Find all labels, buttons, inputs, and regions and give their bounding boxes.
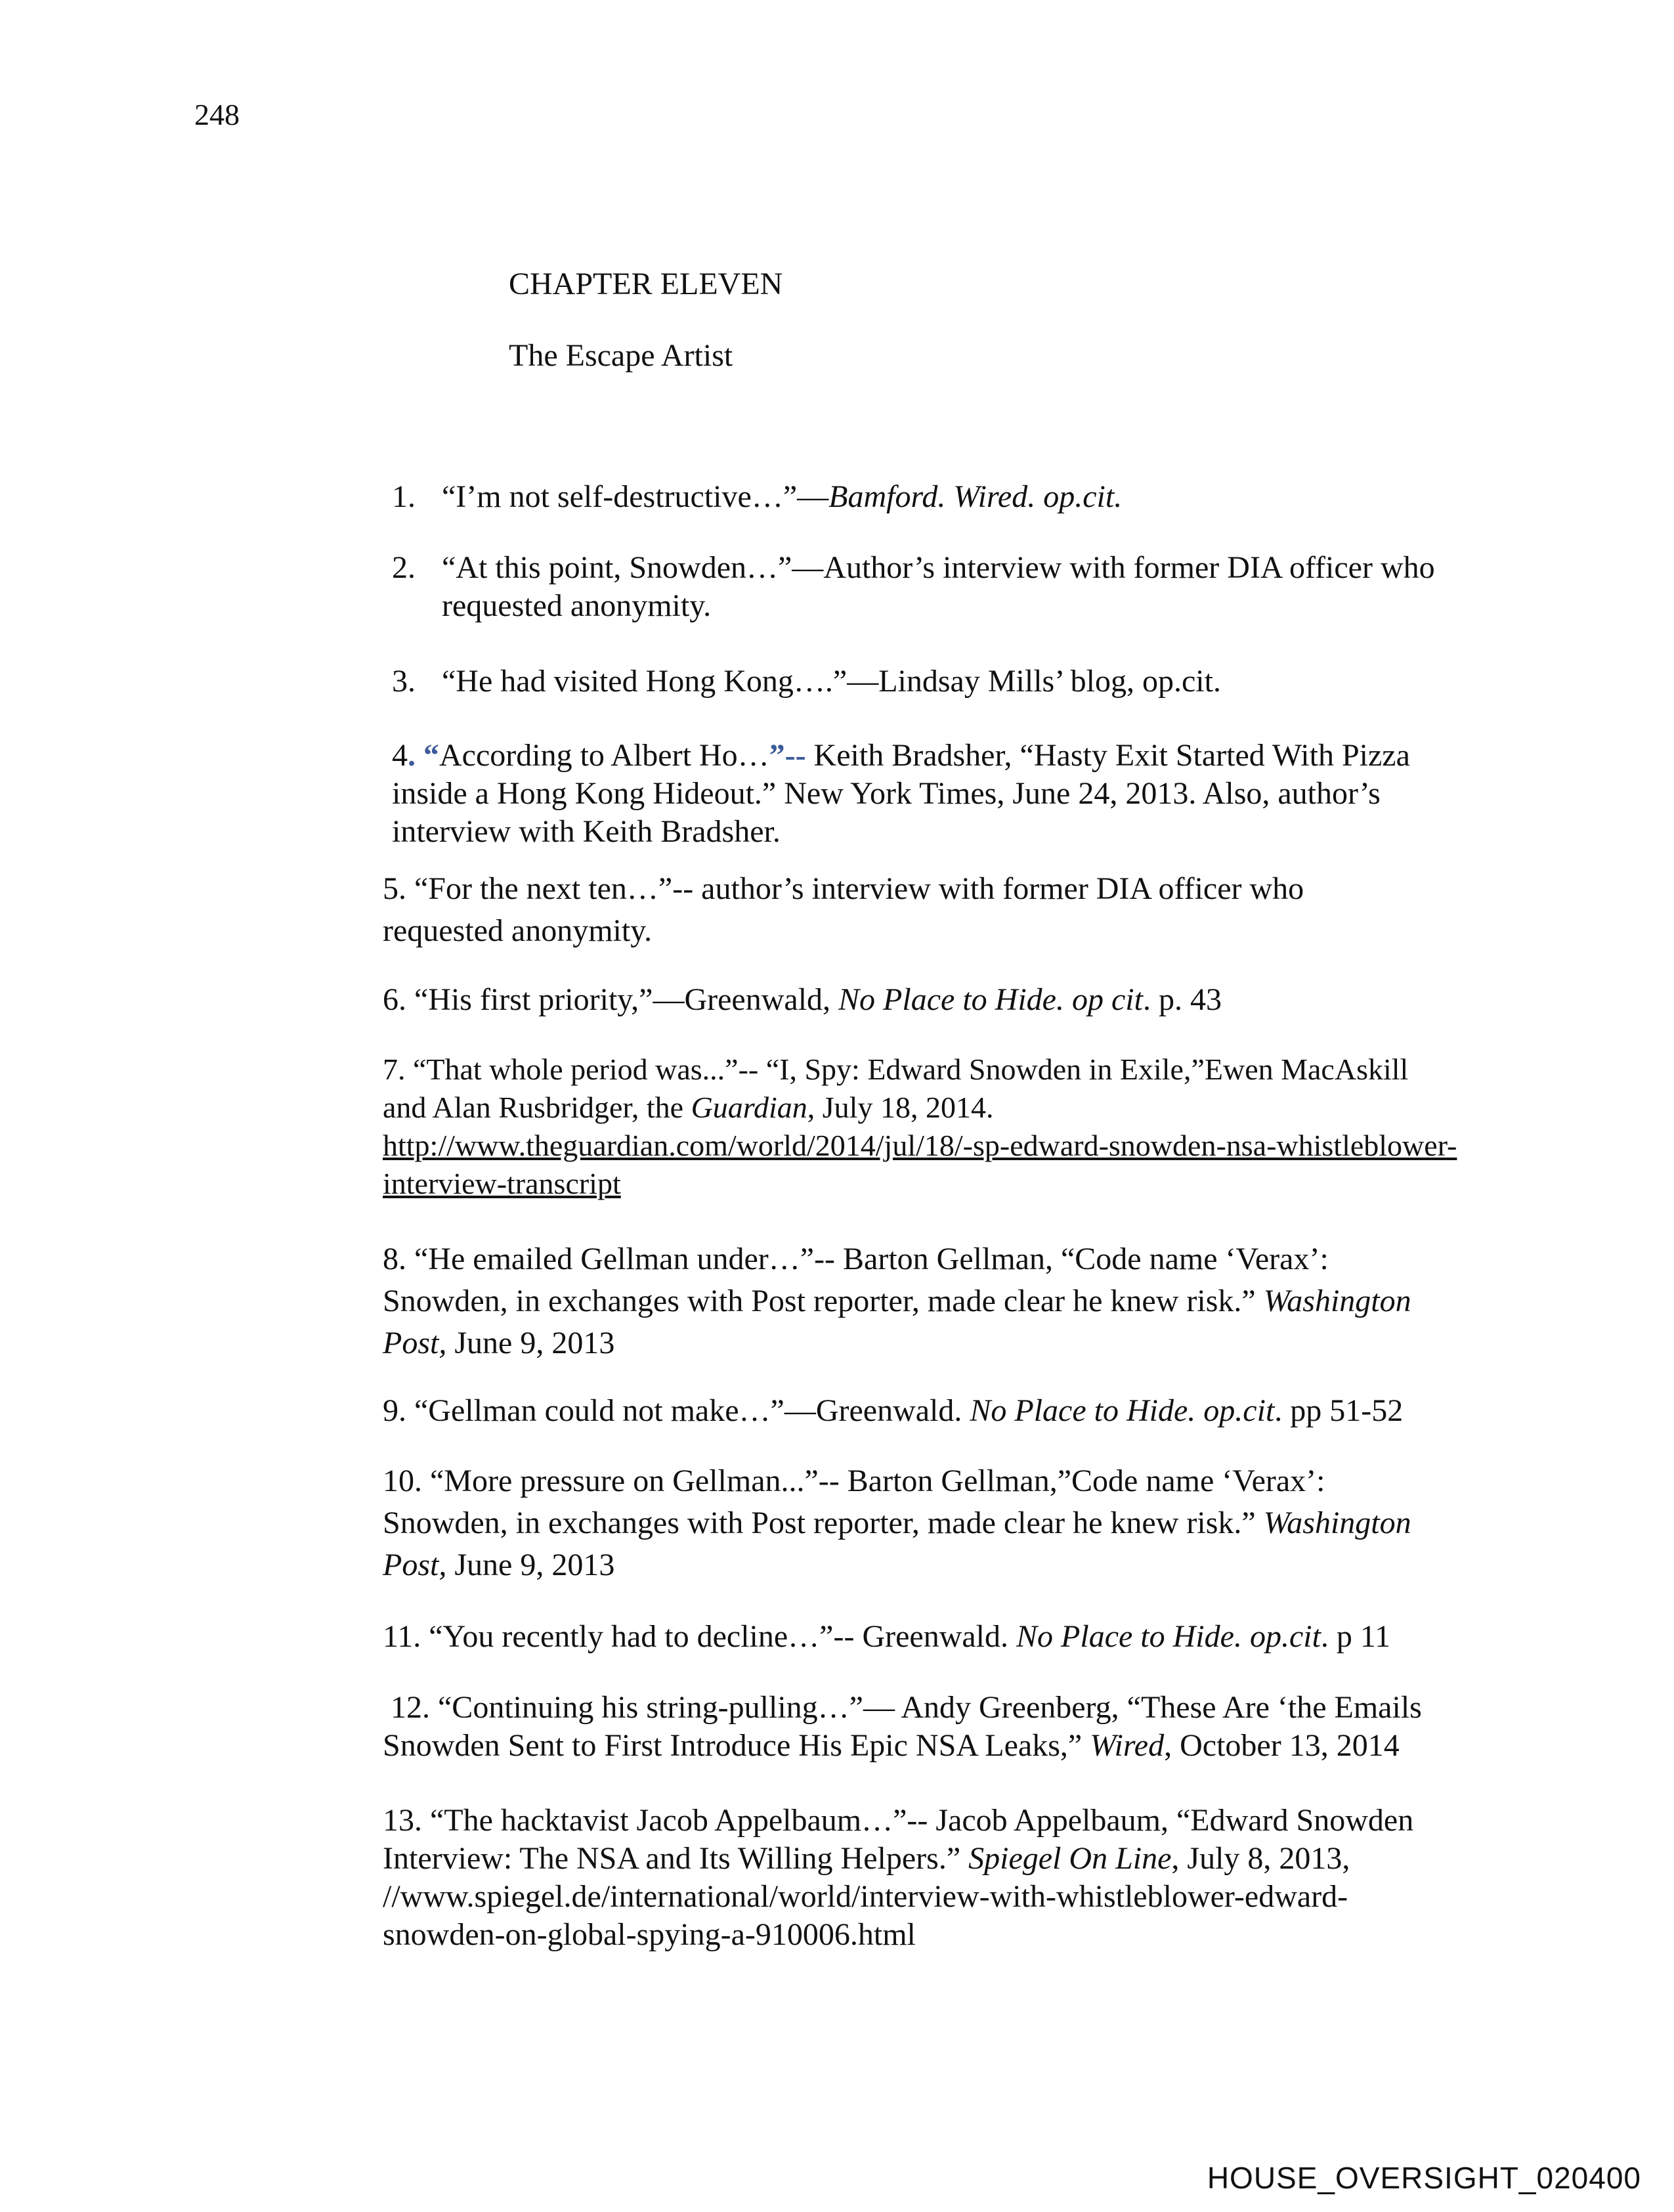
endnote-number: 1. [392, 479, 416, 514]
spiegel-url-cont: snowden-on-global-spying-a-910006.html [383, 1917, 916, 1952]
guardian-url-link[interactable]: http://www.theguardian.com/world/2014/jul/18/-sp-edward-snowden-nsa-whistleblower- [383, 1129, 1457, 1162]
endnote-number: 4 [392, 738, 408, 773]
guardian-url-link-cont[interactable]: interview-transcript [383, 1167, 621, 1200]
bates-stamp: HOUSE_OVERSIGHT_020400 [1207, 2161, 1641, 2195]
endnote-3: 3. “He had visited Hong Kong….”—Lindsay Mills’ blog, op.cit. [392, 662, 1221, 701]
endnote-number: 3. [392, 664, 416, 699]
endnote-5: 5. “For the next ten…”-- author’s interview with former DIA officer who requested anonymity. [383, 871, 1304, 948]
endnote-6: 6. “His first priority,”—Greenwald, No Place to Hide. op cit. p. 43 [383, 982, 1222, 1017]
endnote-12: 12. “Continuing his string-pulling…”— Andy Greenberg, “These Are ‘the Emails Snowden Sent to First Introduce His Epic NSA Leaks,” Wired, October 13, 2014 [383, 1690, 1422, 1763]
page-number: 248 [194, 98, 240, 131]
endnote-13: 13. “The hacktavist Jacob Appelbaum…”-- Jacob Appelbaum, “Edward Snowden Interview: The NSA and Its Willing Helpers.” Spiegel On Line, July 8, 2013, //www.spiegel.de/international/world/interview-with-whistleblower-edward- snowden-on-global-spying-a-910006.html [383, 1802, 1413, 1954]
spiegel-url: //www.spiegel.de/international/world/interview-with-whistleblower-edward- [383, 1879, 1348, 1914]
endnote-9: 9. “Gellman could not make…”—Greenwald. No Place to Hide. op.cit. pp 51-52 [383, 1393, 1404, 1428]
endnote-2: 2. “At this point, Snowden…”—Author’s interview with former DIA officer who requested anonymity. [392, 550, 1435, 623]
endnote-number: 2. [392, 550, 416, 585]
endnote-10: 10. “More pressure on Gellman...”-- Barton Gellman,”Code name ‘Verax’: Snowden, in exchanges with Post reporter, made clear he knew risk.” Washington Post, June 9, 2013 [383, 1464, 1411, 1582]
endnote-7: 7. “That whole period was...”-- “I, Spy: Edward Snowden in Exile,”Ewen MacAskill and Alan Rusbridger, the Guardian, July 18, 2014. http://www.theguardian.com/world/2014/jul/18/-sp-edward-snowden-nsa-whistleblower- interview-transcript [383, 1051, 1457, 1203]
chapter-heading: CHAPTER ELEVEN [509, 267, 783, 301]
endnote-1: 1. “I’m not self-destructive…”—Bamford. Wired. op.cit. [392, 478, 1122, 516]
endnote-4: 4. “According to Albert Ho…”-- Keith Bradsher, “Hasty Exit Started With Pizza inside a Hong Kong Hideout.” New York Times, June 24, 2013. Also, author’s interview with Keith Bradsher. [392, 738, 1410, 849]
endnote-11: 11. “You recently had to decline…”-- Greenwald. No Place to Hide. op.cit. p 11 [383, 1619, 1391, 1654]
chapter-title: The Escape Artist [509, 338, 733, 373]
endnote-8: 8. “He emailed Gellman under…”-- Barton Gellman, “Code name ‘Verax’: Snowden, in exchanges with Post reporter, made clear he knew risk.” Washington Post, June 9, 2013 [383, 1242, 1411, 1360]
